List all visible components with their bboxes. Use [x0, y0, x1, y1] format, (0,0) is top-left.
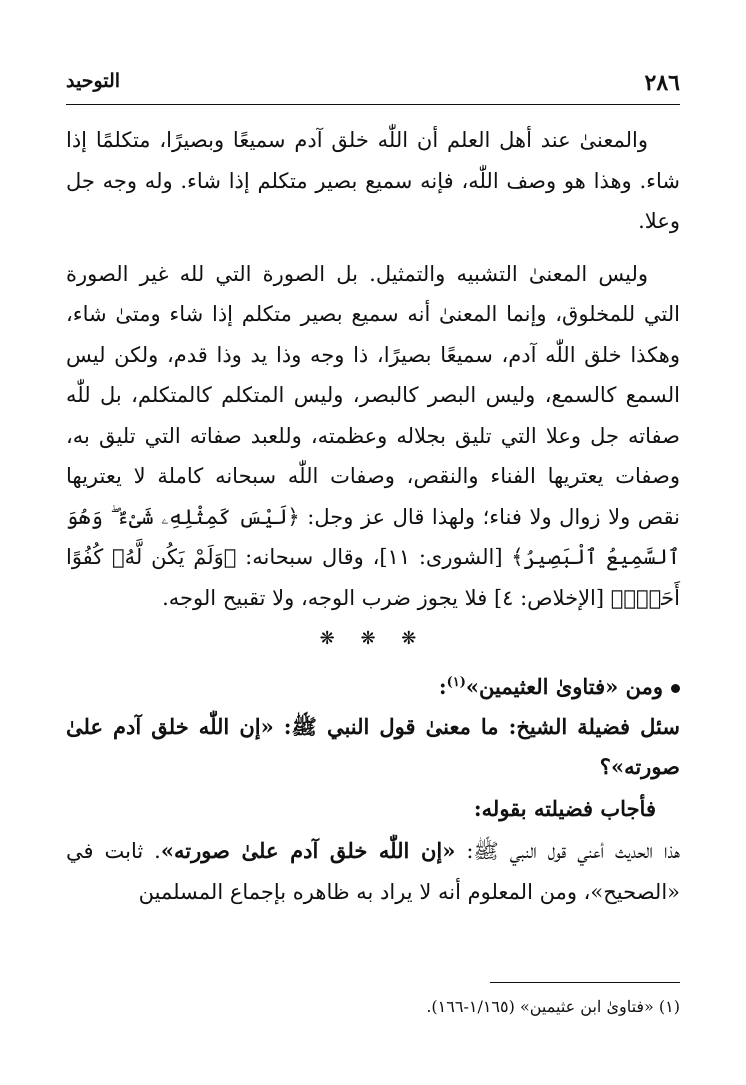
source-colon: :: [438, 674, 447, 699]
page-number: ٢٨٦: [644, 70, 680, 96]
answer-heading: فأجاب فضيلته بقوله:: [473, 796, 656, 821]
question-lead: سئل فضيلة الشيخ: ما معنىٰ قول النبي ﷺ:: [283, 714, 680, 739]
answer-text-b: . ثابت في «الصحيح»، ومن المعلوم أنه لا يراد به ظاهره بإجماع المسلمين: [66, 839, 680, 904]
verse-ref-1: [الشورى: ١١]،: [372, 545, 503, 569]
source-heading: [66, 663, 680, 707]
paragraph-2-text: وليس المعنىٰ التشبيه والتمثيل. بل الصورة التي لله غير الصورة التي للمخلوق، وإنما المعنىٰ أنه سميع بصير متكلم إذا شاء ومتىٰ شاء، وهكذا خلق اللّٰه آدم، سميعًا بصيرًا، ذا وجه وذا يد وذا قدم، ولكن ليس السمع كالسمع، وليس البصر كالبصر، وليس المتكلم كالمتكلم، بل للّٰه صفاته جل وعلا التي تليق بجلاله وعظمته، وللعبد صفاته التي تليق به، وصفات يعتريها الفناء والنقص، وصفات اللّٰه سبحانه كاملة لا يعتريها نقص ولا زوال ولا فناء؛ ولهذا قال عز وجل:: [66, 261, 680, 529]
answer-text: [66, 831, 680, 912]
bullet-icon: [671, 684, 680, 693]
footnote-marker: (١): [446, 675, 466, 690]
paragraph-2-text-b: وقال سبحانه:: [245, 545, 364, 569]
question: [66, 707, 680, 787]
paragraph-1: والمعنىٰ عند أهل العلم أن اللّٰه خلق آدم سميعًا وبصيرًا، متكلمًا إذا شاء. وهذا هو وصف اللّٰه، فإنه سميع بصير متكلم إذا شاء. وله وجه جل وعلا.: [66, 128, 680, 233]
paragraph-2-text-c: فلا يجوز ضرب الوجه، ولا تقبيح الوجه.: [162, 585, 488, 610]
source-title: ومن «فتاوىٰ العثيمين»: [465, 674, 663, 699]
question-quote: «إن اللّٰه خلق آدم علىٰ صورته»؟: [66, 714, 680, 779]
section-separator: ❋ ❋ ❋: [319, 628, 427, 649]
page-body: [66, 120, 680, 912]
header-rule: [66, 104, 680, 105]
page-header: [66, 70, 680, 106]
running-head: التوحيد: [66, 70, 121, 92]
paragraph-2: [66, 254, 680, 619]
quran-verse-2: ﴿وَلَمْ يَكُن لَّهُۥ كُفُوًا أَحَدٌۢ﴾: [66, 545, 680, 610]
answer-text-a: هذا الحديث أعني قول النبي ﷺ:: [466, 839, 680, 863]
footnote-rule: [490, 982, 680, 983]
verse-ref-2: [الإخلاص: ٤]: [493, 585, 605, 610]
answer-quote: «إن اللّٰه خلق آدم علىٰ صورته»: [160, 838, 456, 863]
footnote: (١) «فتاوىٰ ابن عثيمين» (١/١٦٥-١٦٦).: [426, 997, 680, 1016]
quran-verse-1: ﴿لَيْسَ كَمِثْلِهِۦ شَىْءٌ ۖ وَهُوَ ٱلسَّمِيعُ ٱلْبَصِيرُ﴾: [66, 504, 681, 569]
